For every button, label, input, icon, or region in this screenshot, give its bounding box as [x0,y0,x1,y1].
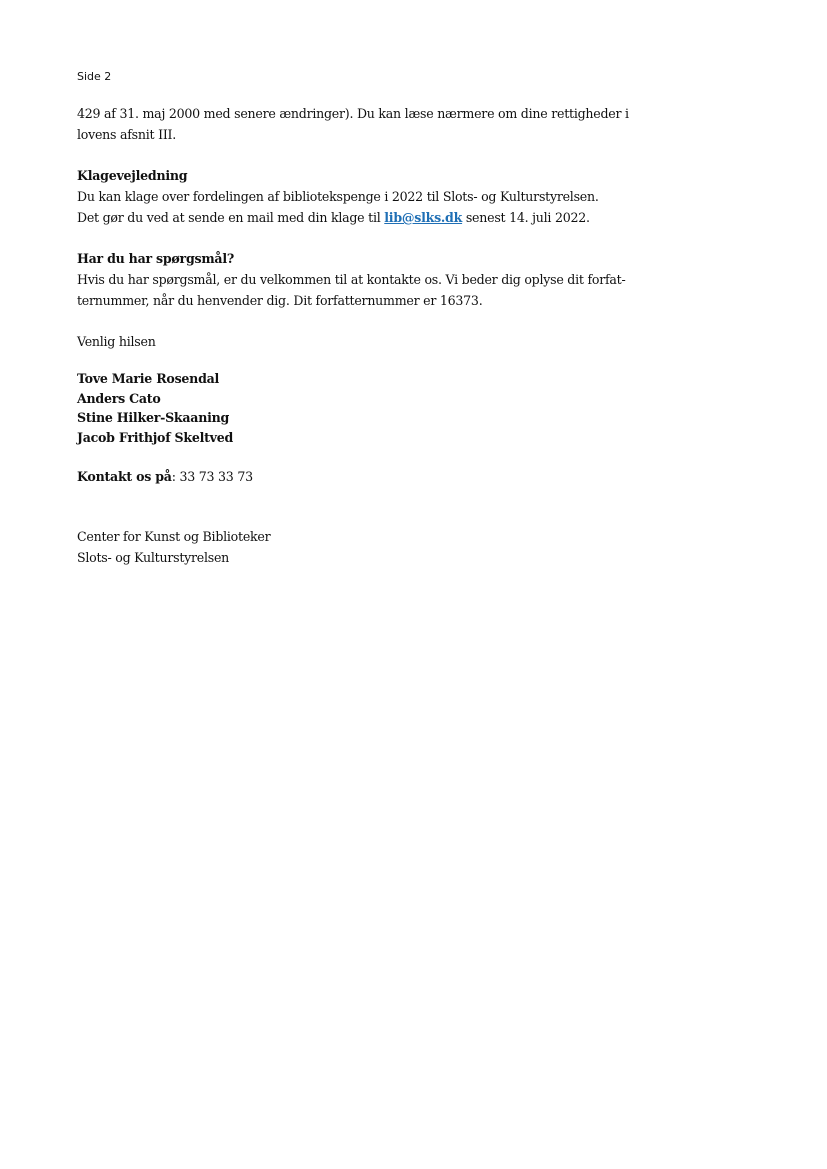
signer-name: Stine Hilker-Skaaning [77,410,230,425]
contact-line [77,466,677,487]
intro-paragraph [77,103,677,145]
sender-line: Slots- og Kulturstyrelsen [77,550,230,565]
sender-line: Center for Kunst og Biblioteker [77,529,271,544]
page-number: Side 2 [77,70,112,83]
complaint-line: Du kan klage over fordelingen af bibliotekspenge i 2022 til Slots- og Kulturstyrelsen. [77,189,599,204]
email-link[interactable]: lib@slks.dk [384,210,463,225]
letter-body [77,103,677,568]
signer-name: Jacob Frithjof Skeltved [77,429,234,445]
signer-name: Anders Cato [77,390,161,406]
complaint-heading: Klagevejledning [77,168,188,183]
signer-name: Tove Marie Rosendal [77,371,220,386]
closing-section [77,331,677,487]
sender-block [77,526,677,568]
questions-heading: Har du har spørgsmål? [77,251,234,266]
complaint-text-before-email: Det gør du ved at sende en mail med din klage til [77,210,385,225]
contact-label: Kontakt os på [77,469,172,484]
complaint-line [77,207,677,228]
greeting: Venlig hilsen [77,334,156,349]
questions-line: ternummer, når du henvender dig. Dit forfatternummer er 16373. [77,293,483,308]
contact-phone: : 33 73 33 73 [171,469,253,484]
complaint-text-after-email: senest 14. juli 2022. [462,210,590,225]
questions-line: Hvis du har spørgsmål, er du velkommen til at kontakte os. Vi beder dig oplyse dit forfat- [77,272,626,287]
questions-section [77,248,677,311]
intro-line: 429 af 31. maj 2000 med senere ændringer). Du kan læse nærmere om dine rettigheder i [77,106,629,121]
complaint-section [77,165,677,228]
intro-line: lovens afsnit III. [77,127,177,142]
